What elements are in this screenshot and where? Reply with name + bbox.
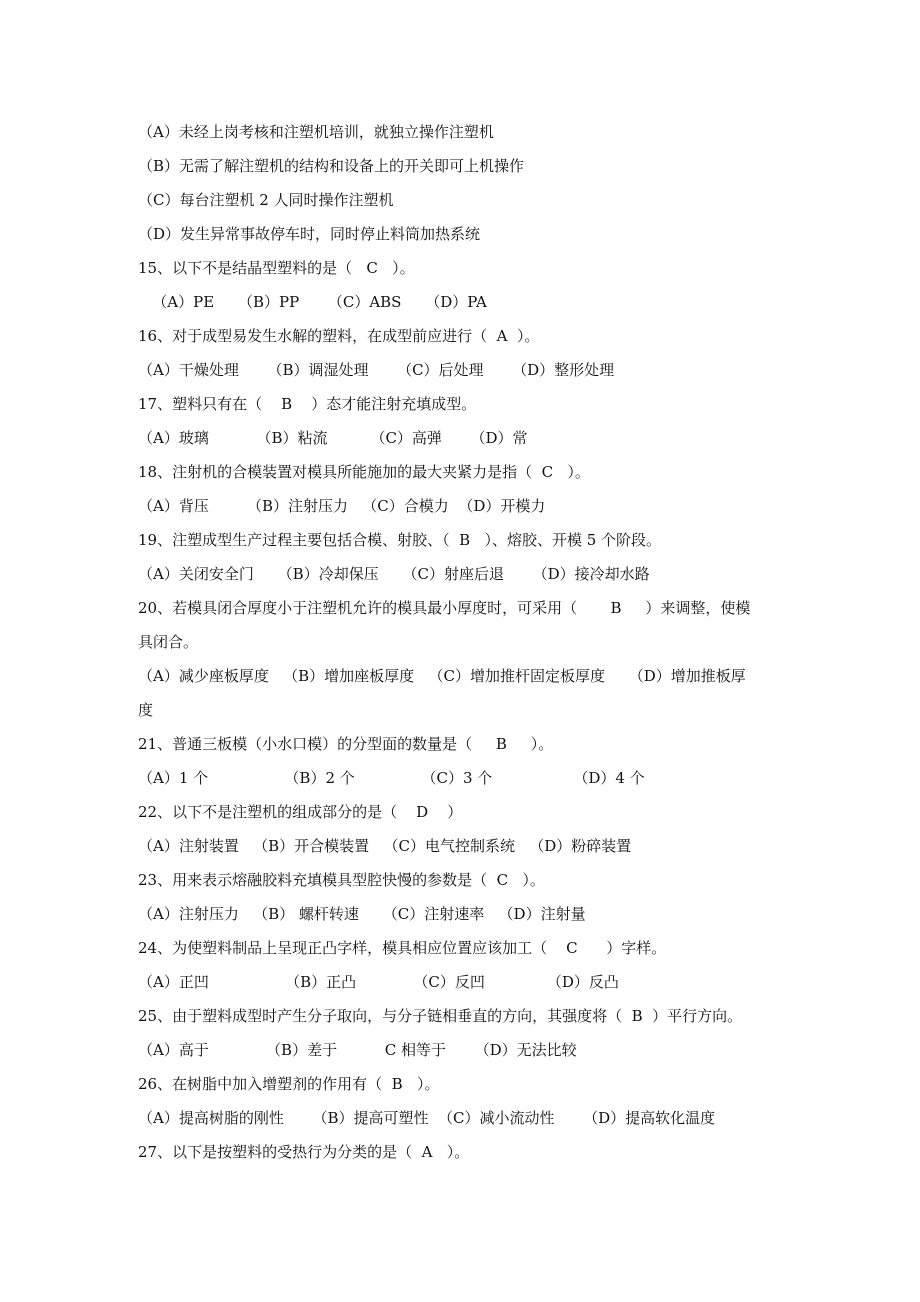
question-18: 18、注射机的合模装置对模具所能施加的最大夹紧力是指（ C ）。 [138,463,590,481]
question-19: 19、注塑成型生产过程主要包括合模、射胶、（ B ）、熔胶、开模 5 个阶段。 [138,531,662,549]
question-21: 21、普通三板模（小水口模）的分型面的数量是（ B ）。 [138,735,554,753]
option-line: （A）干燥处理 （B）调湿处理 （C）后处理 （D）整形处理 [138,361,615,379]
option-line: （A）提高树脂的刚性 （B）提高可塑性 （C）减小流动性 （D）提高软化温度 [138,1109,716,1127]
question-23: 23、用来表示熔融胶料充填模具型腔快慢的参数是（ C ）。 [138,871,545,889]
option-line: （B）无需了解注塑机的结构和设备上的开关即可上机操作 [138,157,525,175]
question-20-cont: 具闭合。 [138,633,199,651]
question-25: 25、由于塑料成型时产生分子取向，与分子链相垂直的方向，其强度将（ B ）平行方向。 [138,1007,743,1025]
option-line: （A）背压 （B）注射压力 （C）合模力 （D）开模力 [138,497,546,515]
option-line: （A）注射压力 （B） 螺杆转速 （C）注射速率 （D）注射量 [138,905,586,923]
option-line: （A）正凹 （B）正凸 （C）反凹 （D）反凸 [138,973,619,991]
option-line: （C）每台注塑机 2 人同时操作注塑机 [138,191,394,209]
option-line: （A）注射装置 （B）开合模装置 （C）电气控制系统 （D）粉碎装置 [138,837,632,855]
option-line: （A）1 个 （B）2 个 （C）3 个 （D）4 个 [138,769,645,787]
question-24: 24、为使塑料制品上呈现正凸字样，模具相应位置应该加工（ C ）字样。 [138,939,667,957]
option-line-cont: 度 [138,701,154,719]
question-15: 15、以下不是结晶型塑料的是（ C ）。 [138,259,415,277]
option-line: （A）未经上岗考核和注塑机培训，就独立操作注塑机 [138,123,494,141]
option-line: （A）高于 （B）差于 C 相等于 （D）无法比较 [138,1041,577,1059]
option-line: （A）减少座板厚度 （B）增加座板厚度 （C）增加推杆固定板厚度 （D）增加推板厚 [138,667,746,685]
option-line: （D）发生异常事故停车时，同时停止料筒加热系统 [138,225,481,243]
question-26: 26、在树脂中加入增塑剂的作用有（ B ）。 [138,1075,440,1093]
question-16: 16、对于成型易发生水解的塑料，在成型前应进行（ A ）。 [138,327,540,345]
question-17: 17、塑料只有在（ B ）态才能注射充填成型。 [138,395,477,413]
option-line: （A）PE （B）PP （C）ABS （D）PA [138,293,487,311]
question-27: 27、以下是按塑料的受热行为分类的是（ A ）。 [138,1143,470,1161]
option-line: （A）关闭安全门 （B）冷却保压 （C）射座后退 （D）接冷却水路 [138,565,650,583]
option-line: （A）玻璃 （B）粘流 （C）高弹 （D）常 [138,429,528,447]
question-22: 22、以下不是注塑机的组成部分的是（ D ） [138,803,463,821]
question-20: 20、若模具闭合厚度小于注塑机允许的模具最小厚度时，可采用（ B ）来调整，使模 [138,599,751,617]
